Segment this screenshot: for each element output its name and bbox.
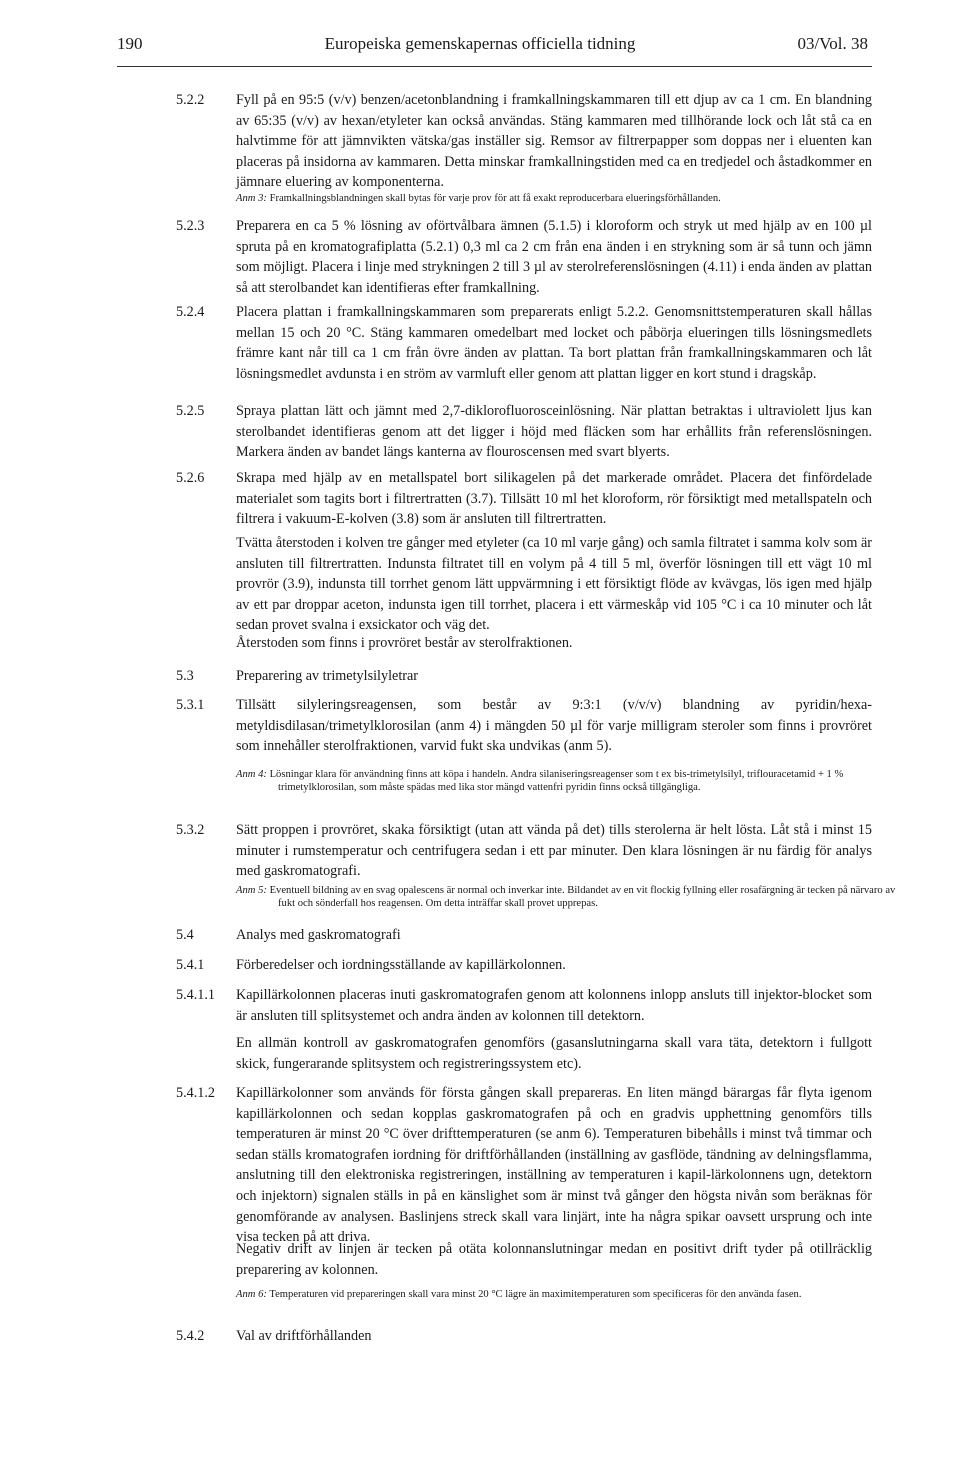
section-number: 5.4	[176, 927, 194, 943]
section-5-4-1-1-paragraph-2	[176, 1033, 872, 1074]
section-5-2-2	[176, 90, 872, 193]
section-number: 5.4.2	[176, 1328, 205, 1344]
section-number: 5.3.2	[176, 822, 205, 838]
section-5-2-6	[176, 468, 872, 530]
section-text: Preparera en ca 5 % lösning av oförtvålbara ämnen (5.1.5) i kloroform och stryk ut med hjälp av en 100 µl spruta på en kromatografiplatta (5.2.1) 0,3 ml ca 2 cm från ena änden i en strykning som är så tunn och jämn som möjligt. Placera i linje med strykningen 2 till 3 µl av sterolreferenslösningen (4.11) i enda änden av plattan så att sterolbandet kan identifieras efter framkallning.	[236, 218, 872, 296]
section-text: Sätt proppen i provröret, skaka försiktigt (utan att vända på det) tills sterolerna är helt lösta. Låt stå i minst 15 minuter i rumstemperatur och centrifugera sedan i ett par minuter. Den klara lösningen är nu färdig för analys med gaskromatografi.	[236, 822, 872, 880]
section-number: 5.4.1.1	[176, 987, 216, 1003]
section-number: 5.4.1	[176, 957, 205, 973]
header-rule	[117, 66, 872, 67]
note-4	[236, 768, 914, 795]
section-5-4-1-1	[176, 985, 872, 1026]
journal-title: Europeiska gemenskapernas officiella tidning	[324, 34, 636, 53]
section-number: 5.4.1.2	[176, 1085, 216, 1101]
section-heading: Val av driftförhållanden	[236, 1328, 372, 1344]
note-text: Temperaturen vid prepareringen skall vara minst 20 °C lägre än maximitemperaturen som specificeras för den använda fasen.	[269, 1289, 802, 1300]
section-number: 5.2.5	[176, 403, 205, 419]
section-text: Kapillärkolonner som används för första gången skall prepareras. En liten mängd bärargas får flyta igenom kapillärkolonnen och sedan kopplas gaskromatografen på och en gradvis upphettning genomförs tills temperaturen är minst 20 °C över drifttemperaturen (se anm 6). Temperaturen bibehålls i minst två timmar och sedan ställs kromatografen iordning för driftförhållanden (inställning av gasflöde, tändning av delningsflamma, anslutning till den elektroniska registreringen, inställning av temperaturen i kapil-lärkolonnens ugn, detektorn och injektorn) signalen ställs in på en känslighet som är minst två gånger den högsta nivån som beräknas för genomförande av analysen. Baslinjens streck skall vara linjärt, inte ha några spikar oavsett ursprung och inte visa tecken på att driva.	[236, 1085, 872, 1246]
section-5-4-2	[176, 1326, 872, 1347]
section-5-4-1	[176, 955, 872, 976]
section-5-3-2	[176, 820, 872, 882]
note-text: Framkallningsblandningen skall bytas för varje prov för att få exakt reproducerbara elueringsförhållanden.	[269, 193, 721, 204]
section-number: 5.2.3	[176, 218, 205, 234]
section-5-2-6-paragraph-2	[176, 533, 872, 636]
section-5-4-1-2	[176, 1083, 872, 1248]
section-heading: Analys med gaskromatografi	[236, 927, 401, 943]
note-3	[236, 192, 872, 205]
section-text: Placera plattan i framkallningskammaren som preparerats enligt 5.2.2. Genomsnittstemperaturen skall hållas mellan 15 och 20 °C. Stäng kammaren omedelbart med locket och påbörja elueringen tills lösningsmedlets främre kant når till ca 1 cm från övre änden av plattan. Ta bort plattan från framkallningskammaren och låt lösningsmedlet avdunsta i en ström av varmluft eller genom att plattan ligger en kort stund i dragskåp.	[236, 304, 872, 382]
paragraph-text: Återstoden som finns i provröret består av sterolfraktionen.	[236, 635, 573, 651]
section-5-4	[176, 925, 872, 946]
section-5-2-5	[176, 401, 872, 463]
note-text: Lösningar klara för användning finns att köpa i handeln. Andra silaniseringsreagenser som t ex bis-trimetylsilyl, triflouracetamid + 1 % trimetylklorosilan, som måste spädas med lika stor mängd vattenfri pyridin finns också tillgängliga.	[269, 769, 844, 794]
section-number: 5.2.4	[176, 304, 205, 320]
note-5	[236, 884, 914, 911]
section-text: Kapillärkolonnen placeras inuti gaskromatografen genom att kolonnens inlopp ansluts till injektor-blocket som är ansluten till splitsystemet och andra änden av kolonnen till detektorn.	[236, 987, 872, 1024]
note-label: Anm 4:	[236, 769, 267, 780]
section-text: Tillsätt silyleringsreagensen, som består av 9:3:1 (v/v/v) blandning av pyridin/hexa-metyldisdilasan/trimetylklorosilan (anm 4) i mängden 50 µl för varje milligram steroler som finns i provröret som innehåller sterolfraktionen, varvid fukt ska undvikas (anm 5).	[236, 697, 872, 755]
section-number: 5.3	[176, 668, 194, 684]
section-text: Spraya plattan lätt och jämnt med 2,7-diklorofluorosceinlösning. När plattan betraktas i ultraviolett ljus kan sterolbandet identifieras genom att det ligger i höjd med fläcken som har erhållits från referenslösningen. Markera änden av bandet längs kanterna av flouroscensen med svart blyerts.	[236, 403, 872, 461]
section-5-2-6-paragraph-3	[176, 633, 872, 654]
section-5-2-3	[176, 216, 872, 298]
note-6	[236, 1288, 914, 1301]
section-number: 5.3.1	[176, 697, 205, 713]
section-number: 5.2.6	[176, 470, 205, 486]
section-heading: Preparering av trimetylsilyletrar	[236, 668, 419, 684]
paragraph-text: Negativ drift av linjen är tecken på otäta kolonnanslutningar medan en positivt drift tyder på otillräcklig preparering av kolonnen.	[236, 1241, 872, 1278]
paragraph-text: Tvätta återstoden i kolven tre gånger med etyleter (ca 10 ml varje gång) och samla filtratet i samma kolv som är ansluten till filtrertratten. Indunsta filtratet till en volym på 4 till 5 ml, överför lösningen till ett vägt 10 ml provrör (3.9), indunsta till torrhet genom lätt uppvärmning i ett försiktigt flöde av kvävgas, lös igen med hjälp av ett par droppar aceton, indunsta igen till torrhet, placera i ett värmeskåp vid 105 °C i ca 10 minuter och låt sedan provet svalna i exsickator och väg det.	[236, 535, 872, 634]
section-5-3-1	[176, 695, 872, 757]
section-5-3	[176, 666, 872, 687]
page-number: 190	[117, 34, 143, 53]
paragraph-text: En allmän kontroll av gaskromatografen genomförs (gasanslutningarna skall vara täta, detektorn i fullgott skick, fungerarande splitsystem och registreringssystem etc).	[236, 1035, 872, 1072]
note-label: Anm 3:	[236, 193, 267, 204]
section-text: Fyll på en 95:5 (v/v) benzen/acetonblandning i framkallningskammaren till ett djup av ca 1 cm. En blandning av 65:35 (v/v) av hexan/etyleter kan också användas. Stäng kammaren med tillhörande lock och låt stå ca en halvtimme för att jämnvikten vätska/gas inställer sig. Remsor av filtrerpapper som doppas ner i eluenten kan placeras på insidorna av kammaren. Detta minskar framkallningstiden med ca en tredjedel och åstadkommer en jämnare eluering av komponenterna.	[236, 92, 872, 191]
note-label: Anm 5:	[236, 885, 267, 896]
volume-label: 03/Vol. 38	[797, 34, 868, 53]
section-heading: Förberedelser och iordningsställande av kapillärkolonnen.	[236, 957, 566, 973]
section-number: 5.2.2	[176, 92, 205, 108]
note-label: Anm 6:	[236, 1289, 267, 1300]
section-5-4-1-2-paragraph-2	[176, 1239, 872, 1280]
note-text: Eventuell bildning av en svag opalescens är normal och inverkar inte. Bildandet av en vit flockig fyllning eller rosafärgning är tecken på närvaro av fukt och sönderfall hos reagensen. Om detta inträffar skall provet upprepas.	[269, 885, 896, 910]
section-5-2-4	[176, 302, 872, 384]
section-text: Skrapa med hjälp av en metallspatel bort silikagelen på det markerade området. Placera det finfördelade materialet som tagits bort i filtrertratten (3.7). Tillsätt 10 ml het kloroform, rör försiktigt med metallspateln och filtrera i vakuum-E-kolven (3.8) som är ansluten till filtrertratten.	[236, 470, 872, 528]
